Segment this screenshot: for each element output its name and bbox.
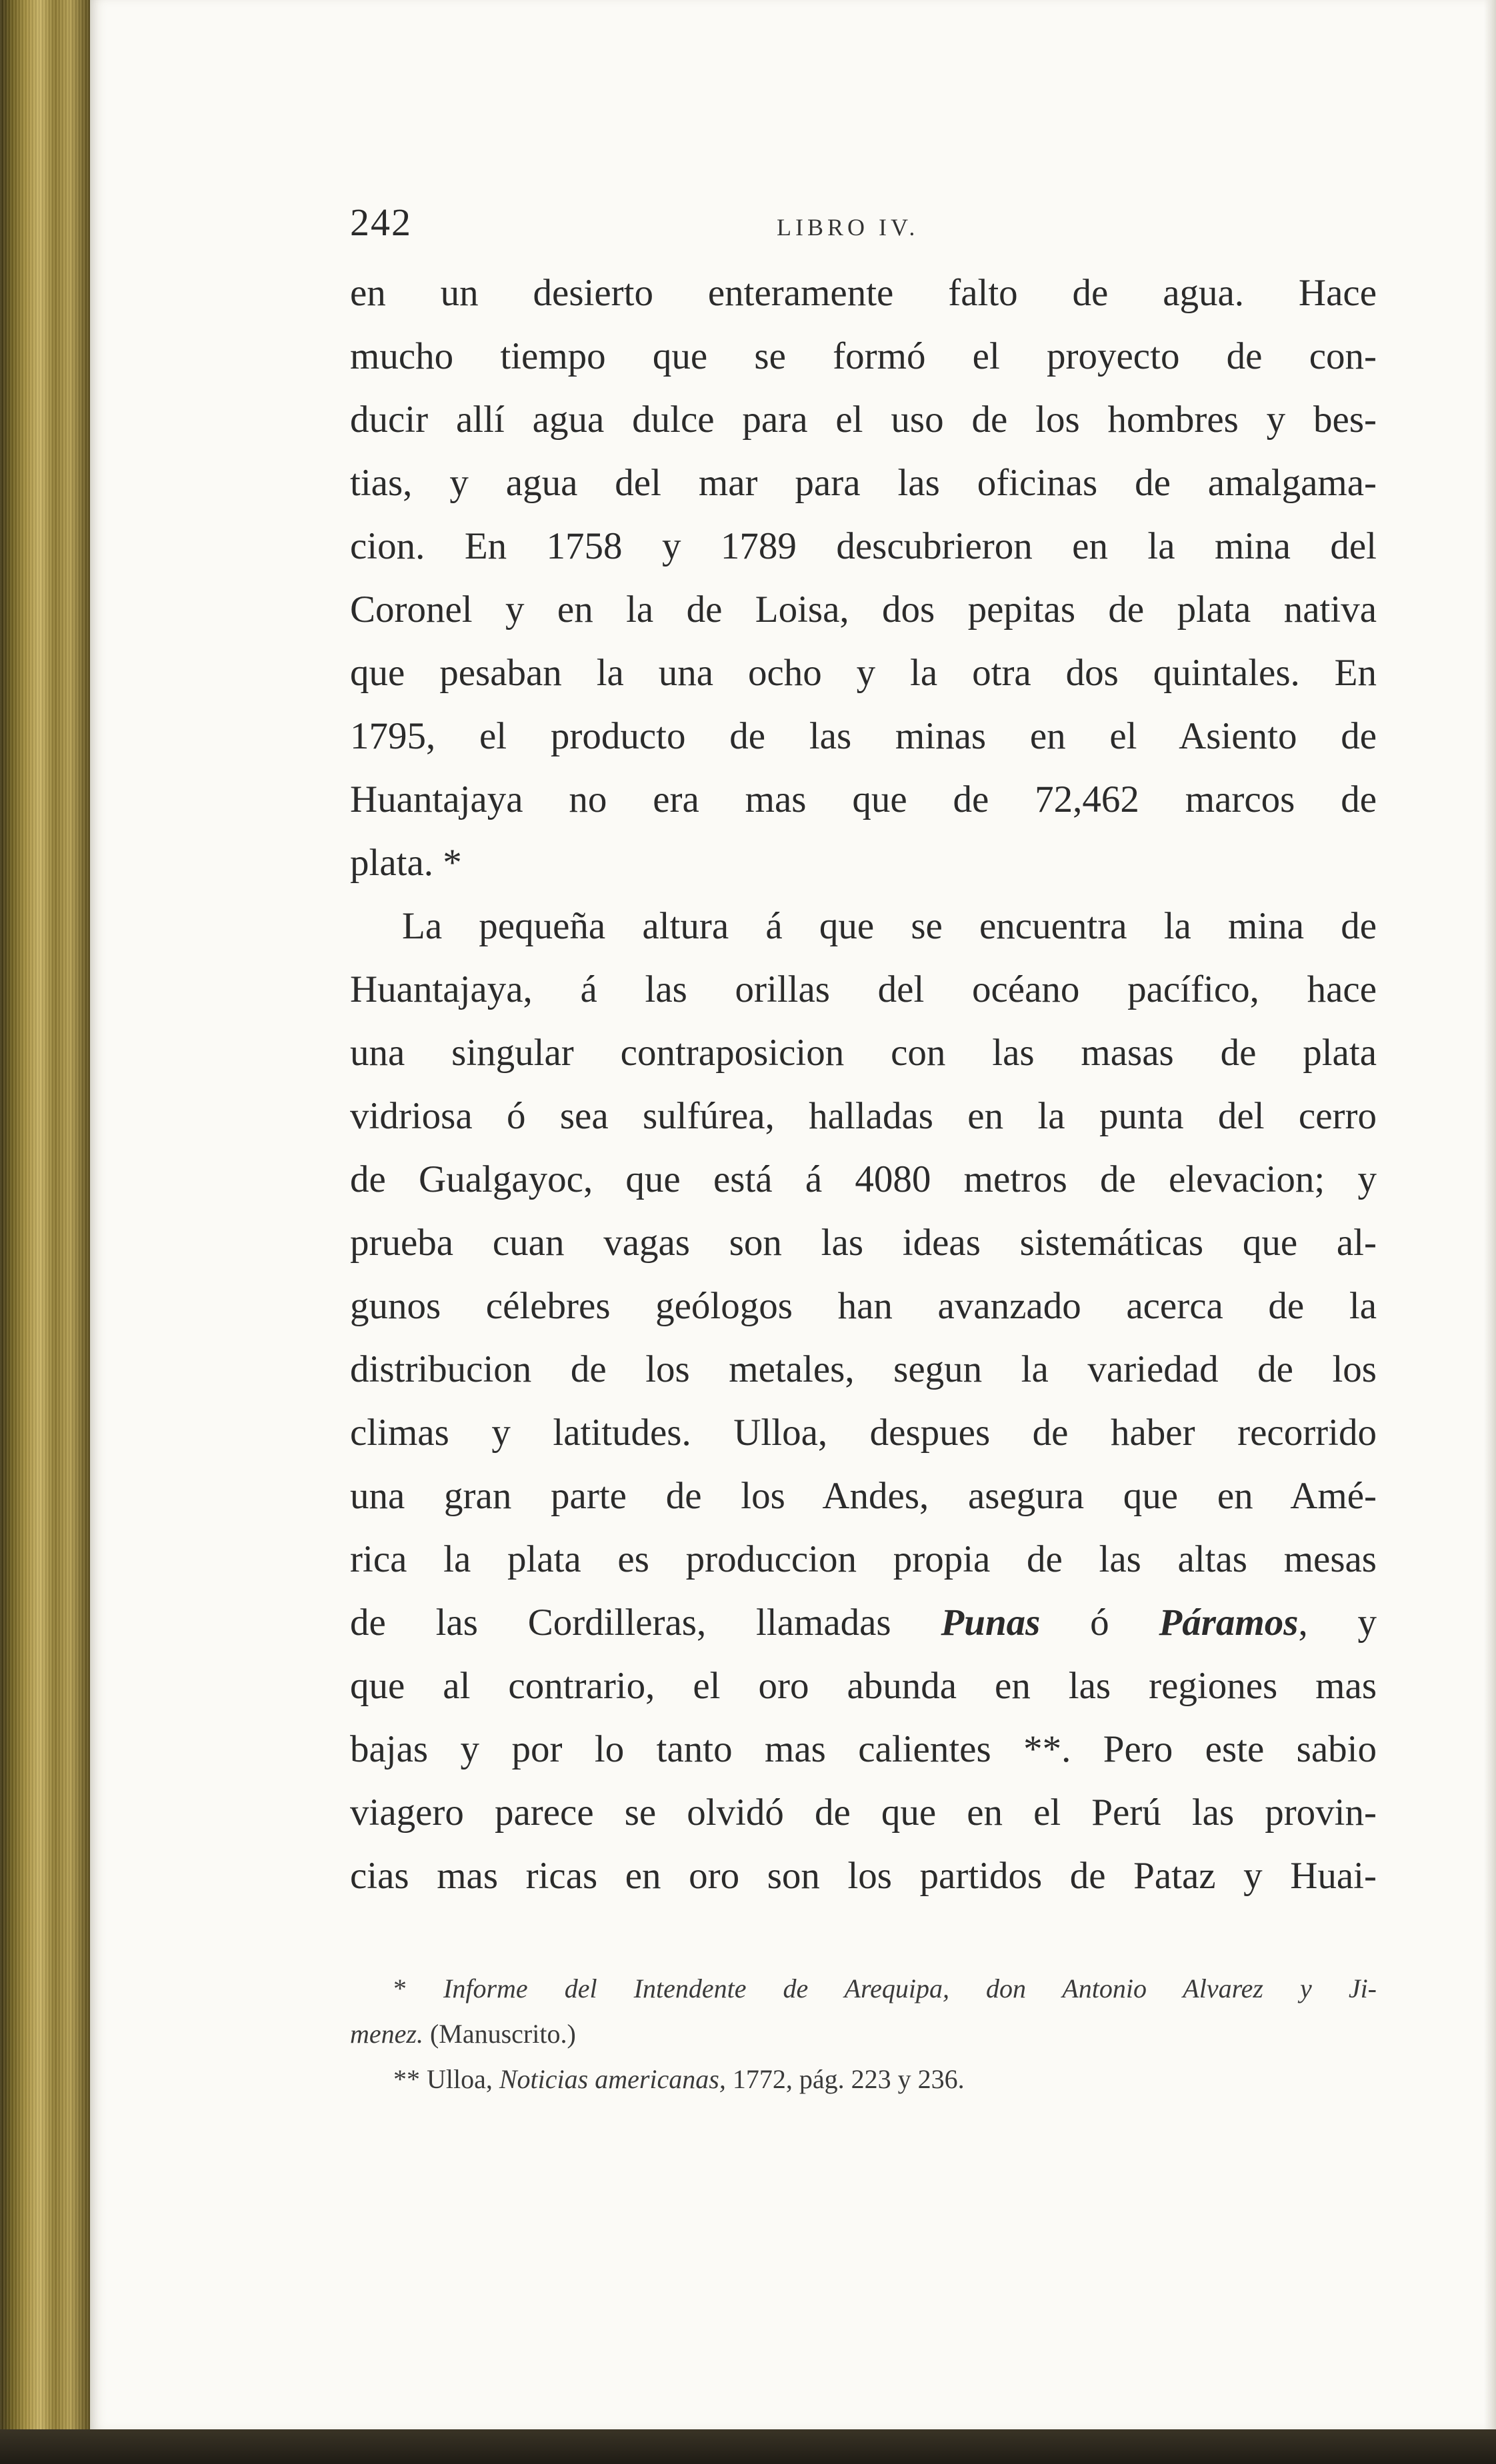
footnotes [350, 1966, 1377, 2102]
paragraph-first-line: La pequeña altura á que se encuentra la mina de [402, 905, 1377, 947]
running-head: LIBRO IV. [777, 214, 919, 241]
footnote-2 [350, 2057, 1377, 2102]
text-line: gunos célebres geólogos han avanzado acerca de la [350, 1285, 1377, 1327]
body-text [350, 261, 1377, 1907]
text-line: que pesaban la una ocho y la otra dos quintales. En [350, 652, 1377, 694]
text-line: viagero parece se olvidó de que en el Perú las provin- [350, 1792, 1377, 1834]
footnote-1 [350, 1966, 1377, 2011]
page-number: 242 [350, 201, 412, 244]
text-line: climas y latitudes. Ulloa, despues de haber recorrido [350, 1412, 1377, 1454]
text-line: Huantajaya, á las orillas del océano pacífico, hace [350, 968, 1377, 1010]
footnote-text: menez. [350, 2019, 423, 2049]
text-line: mucho tiempo que se formó el proyecto de con- [350, 335, 1377, 377]
text-line: en un desierto enteramente falto de agua. Hace [350, 272, 1377, 314]
footnote-text: Noticias americanas, [499, 2064, 726, 2094]
footnote-text: Informe del Intendente de Arequipa, don Antonio Alvarez y Ji- [443, 1973, 1377, 2003]
text-line-with-emphasis [350, 1591, 1377, 1654]
text-line: prueba cuan vagas son las ideas sistemáticas que al- [350, 1222, 1377, 1264]
text-line: de Gualgayoc, que está á 4080 metros de elevacion; y [350, 1158, 1377, 1200]
page-edge-shading [1484, 0, 1496, 2429]
text-line: distribucion de los metales, segun la variedad de los [350, 1348, 1377, 1390]
emphasis-paramos: Páramos [1159, 1602, 1299, 1644]
text-line: cion. En 1758 y 1789 descubrieron en la mina del [350, 525, 1377, 567]
text-line: plata. * [350, 842, 462, 884]
gilt-page-edge-texture [0, 0, 100, 2464]
footnote-text: Ulloa, [427, 2064, 493, 2094]
text-segment: ó [1090, 1602, 1109, 1644]
text-line: 1795, el producto de las minas en el Asiento de [350, 715, 1377, 757]
page-header [350, 200, 1377, 253]
footnote-1-continued [350, 2011, 1377, 2057]
footnote-marker: * [393, 1973, 407, 2003]
text-line: ducir allí agua dulce para el uso de los hombres y bes- [350, 399, 1377, 441]
text-line: cias mas ricas en oro son los partidos de Pataz y Huai- [350, 1855, 1377, 1897]
bottom-shadow [0, 2429, 1496, 2464]
footnote-text: 1772, pág. 223 y 236. [732, 2064, 965, 2094]
text-line: que al contrario, el oro abunda en las regiones mas [350, 1665, 1377, 1707]
text-segment: , y [1298, 1602, 1377, 1644]
text-line: rica la plata es produccion propia de las altas mesas [350, 1538, 1377, 1580]
text-line: Coronel y en la de Loisa, dos pepitas de plata nativa [350, 589, 1377, 630]
text-line: Huantajaya no era mas que de 72,462 marcos de [350, 778, 1377, 820]
emphasis-punas: Punas [941, 1602, 1041, 1644]
footnote-text: (Manuscrito.) [429, 2019, 576, 2049]
text-line: bajas y por lo tanto mas calientes **. Pero este sabio [350, 1728, 1377, 1770]
text-line: una singular contraposicion con las masas de plata [350, 1032, 1377, 1074]
text-line: una gran parte de los Andes, asegura que en Amé- [350, 1475, 1377, 1517]
text-segment: de las Cordilleras, llamadas [350, 1602, 891, 1644]
footnote-marker: ** [393, 2064, 420, 2094]
text-line: vidriosa ó sea sulfúrea, halladas en la punta del cerro [350, 1095, 1377, 1137]
text-line: tias, y agua del mar para las oficinas de amalgama- [350, 462, 1377, 504]
